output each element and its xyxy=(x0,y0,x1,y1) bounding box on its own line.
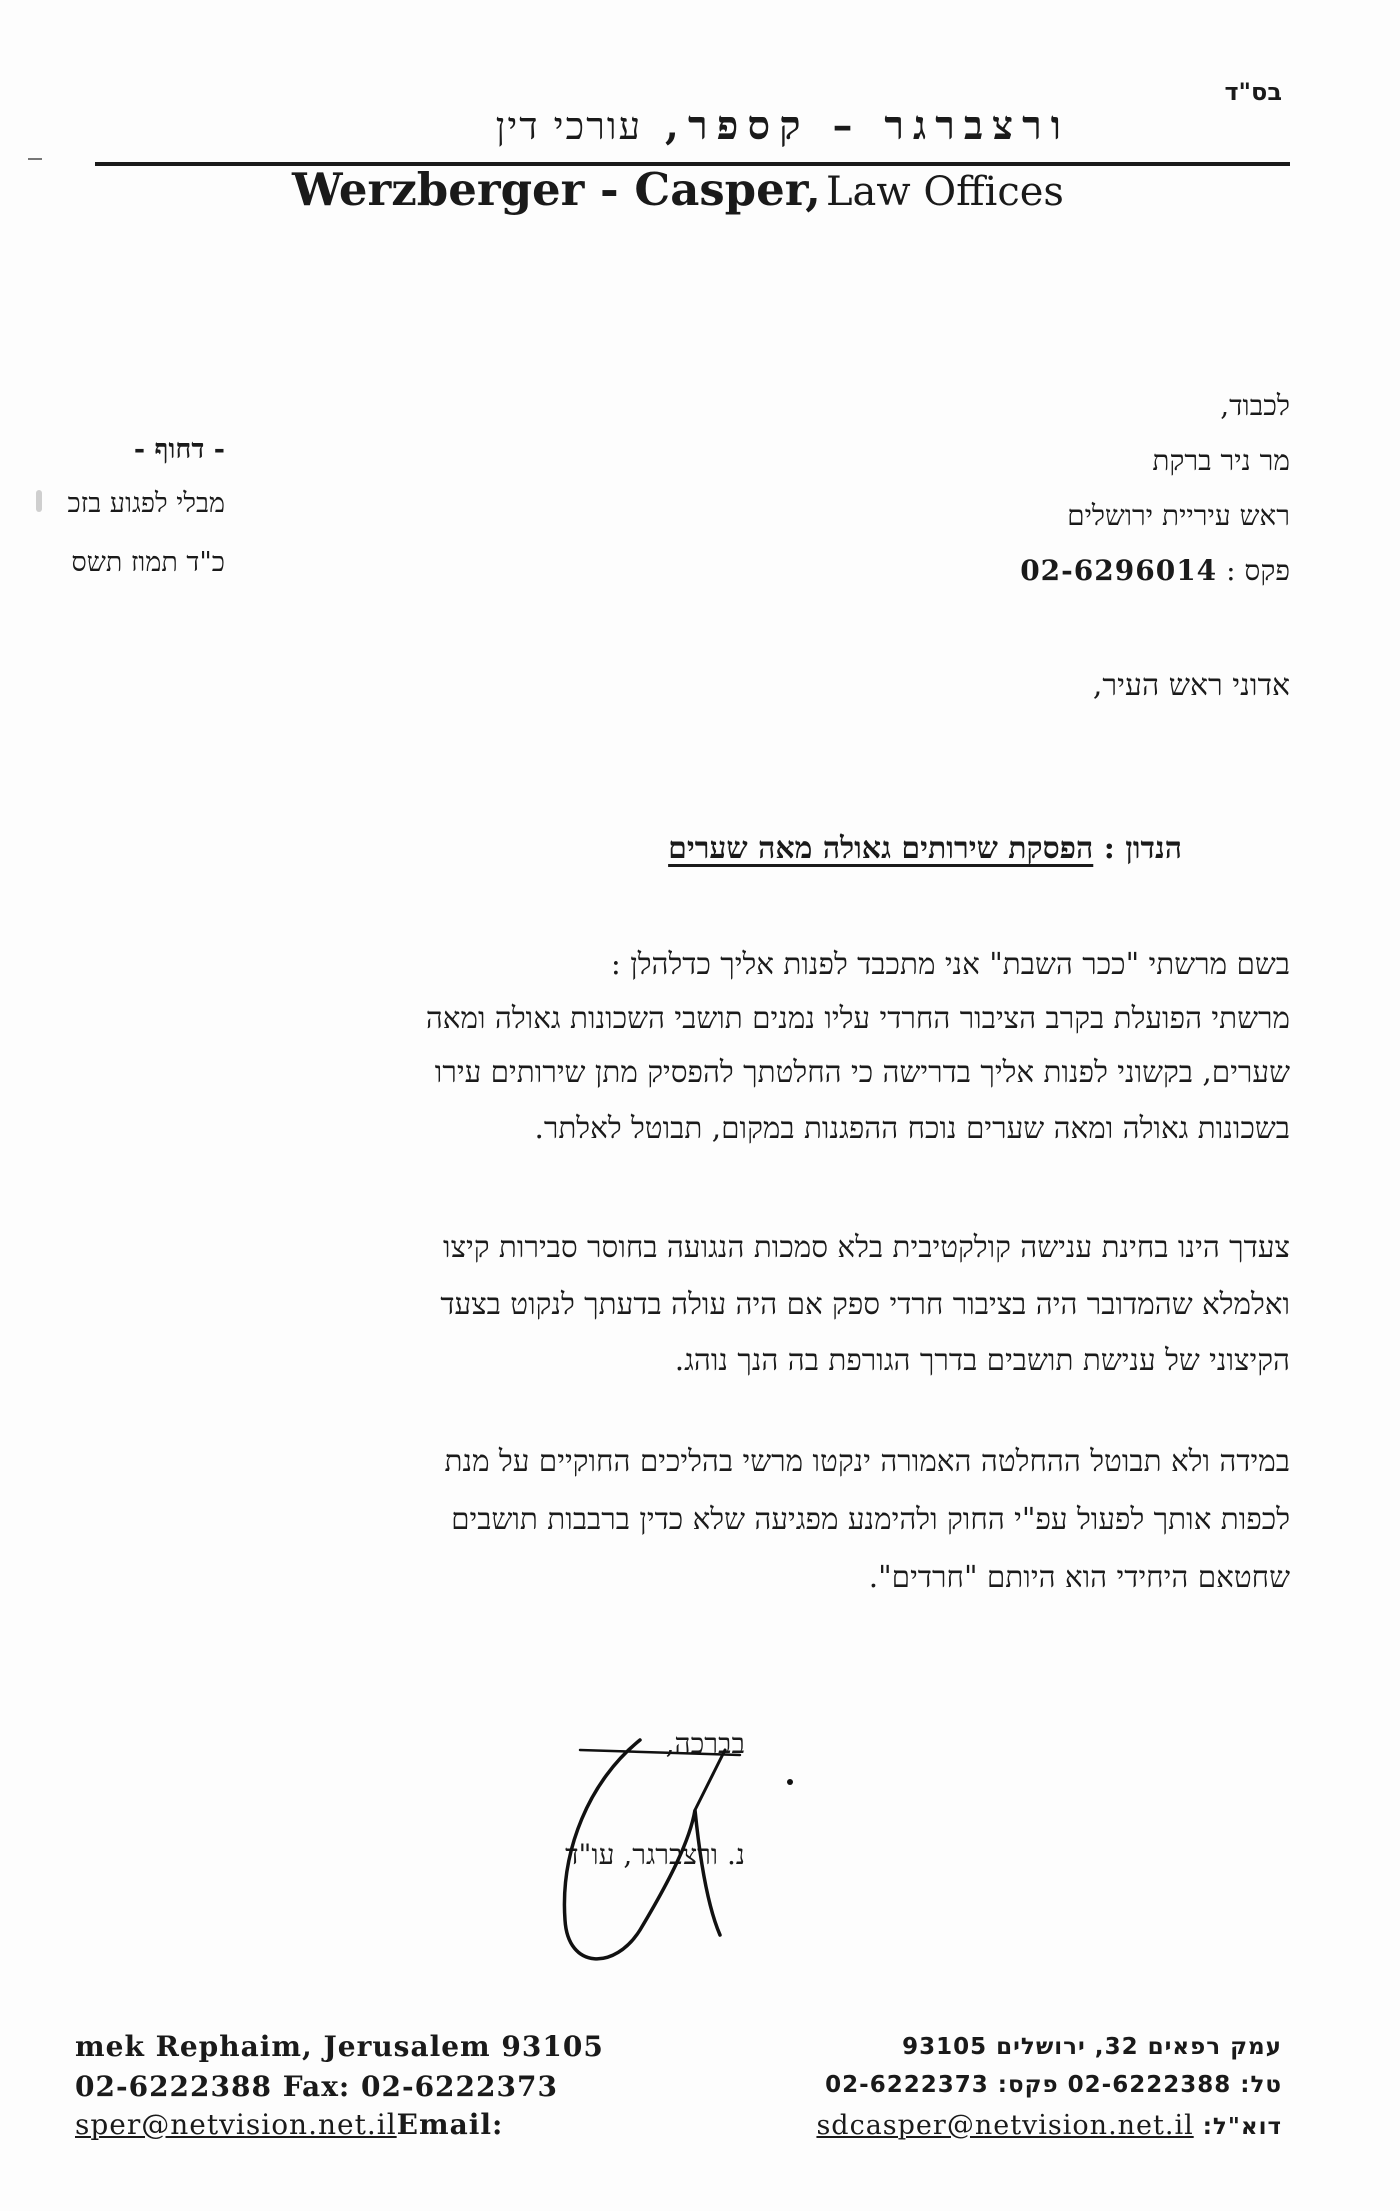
subject-text: הפסקת שירותים גאולה מאה שערים xyxy=(668,831,1094,866)
footer-english-address: mek Rephaim, Jerusalem 93105 xyxy=(75,2030,604,2063)
footer-english-email xyxy=(75,2108,503,2141)
body-line: מרשתי הפועלת בקרב הציבור החרדי עליו נמנים תושבי השכונות גאולה ומאה xyxy=(425,1001,1290,1035)
english-firm-name xyxy=(292,163,1064,216)
handwritten-signature xyxy=(520,1720,820,1980)
body-line: לכפות אותך לפעול עפ"י החוק ולהימנע מפגיעה שלא כדין ברבבות תושבים xyxy=(451,1502,1290,1536)
footer-hebrew-address: עמק רפאים 32, ירושלים 93105 xyxy=(902,2034,1282,2060)
hebrew-date: כ"ד תמוז תשס xyxy=(71,547,225,578)
english-firm: Werzberger - Casper, xyxy=(292,163,821,216)
footer-email-label: דוא"ל: xyxy=(1202,2114,1282,2140)
addressee-line-2: מר ניר ברקת xyxy=(1152,444,1290,477)
fax-number: 02-6296014 xyxy=(1020,554,1218,587)
subject-label: הנדון : xyxy=(1103,831,1182,866)
body-line: שערים, בקשוני לפנות אליך בדרישה כי החלטתך להפסיק מתן שירותים עירו xyxy=(434,1055,1290,1089)
bsd-mark: בס"ד xyxy=(1224,78,1282,106)
body-line: שחטאם היחידי הוא היותם "חרדים". xyxy=(868,1560,1290,1594)
hebrew-role: עורכי דין xyxy=(495,104,643,148)
footer-hebrew-phone: טל: 02-6222388 פקס: 02-6222373 xyxy=(825,2072,1282,2098)
body-line: בשכונות גאולה ומאה שערים נוכח ההפגנות במקום, תבוטל לאלתר. xyxy=(534,1111,1290,1145)
hebrew-firm-name xyxy=(496,102,1070,149)
addressee-line-3: ראש עיריית ירושלים xyxy=(1067,499,1290,532)
margin-tick xyxy=(28,158,42,160)
addressee-line-1: לכבוד, xyxy=(1220,389,1290,422)
without-prejudice: מבלי לפגוע בזכ xyxy=(67,488,225,519)
body-line: הקיצוני של ענישת תושבים בדרך הגורפת בה הנך נוהג. xyxy=(674,1343,1290,1377)
english-subtitle: Law Offices xyxy=(825,169,1064,215)
fax-label: פקס : xyxy=(1226,554,1290,587)
signer-name: נ. ורצברגר, עו"ד xyxy=(565,1838,745,1871)
footer-english-email-label: Email: xyxy=(396,2108,504,2141)
body-line: צעדך הינו בחינת ענישה קולקטיבית בלא סמכות הנגועה בחוסר סבירות קיצו xyxy=(443,1230,1290,1264)
urgent-mark: - דחוף - xyxy=(133,434,225,465)
salutation: אדוני ראש העיר, xyxy=(1092,668,1290,703)
closing-greeting: בברכה, xyxy=(665,1727,745,1760)
subject-line xyxy=(668,831,1182,866)
footer-english-email-link[interactable]: sper@netvision.net.il xyxy=(75,2108,397,2141)
body-line: בשם מרשתי "ככר השבת" אני מתכבד לפנות אליך כדלהלן : xyxy=(610,947,1290,981)
body-line: ואלמלא שהמדובר היה בציבור חרדי ספק אם היה עולה בדעתך לנקוט בצעד xyxy=(440,1287,1290,1321)
addressee-fax xyxy=(1020,554,1290,587)
footer-hebrew-email xyxy=(816,2110,1282,2141)
footer-english-phone: 02-6222388 Fax: 02-6222373 xyxy=(75,2070,558,2103)
hebrew-firm: ורצברגר – קספר, xyxy=(665,102,1070,149)
body-line: במידה ולא תבוטל ההחלטה האמורה ינקטו מרשי בהליכים החוקיים על מנת xyxy=(444,1444,1290,1478)
scan-smudge xyxy=(36,490,42,512)
footer-email-link[interactable]: sdcasper@netvision.net.il xyxy=(816,2110,1194,2141)
